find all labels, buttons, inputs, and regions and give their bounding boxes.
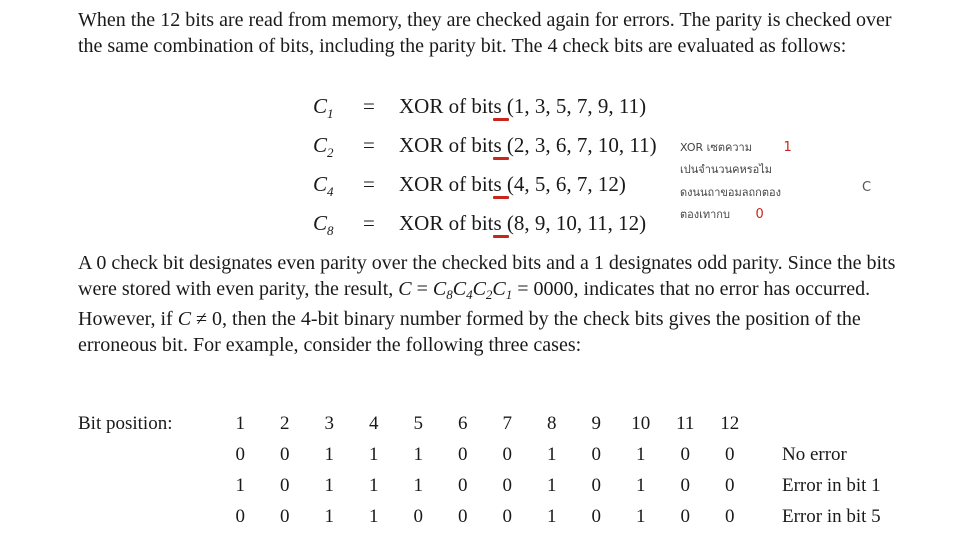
bit-value-cell: 0 <box>413 505 423 527</box>
bit-value-cell: 0 <box>235 443 245 465</box>
equation-rhs: XOR of bits (1, 3, 5, 7, 9, 11) <box>399 94 647 118</box>
bit-value-cell: 0 <box>725 474 735 496</box>
equation-c8 <box>313 211 646 239</box>
bit-value-cell: 0 <box>591 505 601 527</box>
equation-lhs: $C_4$ <box>313 172 334 200</box>
bit-value-cell: 0 <box>458 505 468 527</box>
red-underline-mark <box>493 196 509 199</box>
bit-value-cell: 1 <box>324 443 334 465</box>
bit-value-cell: 0 <box>725 443 735 465</box>
bit-position-cell: 6 <box>458 412 468 434</box>
red-underline-mark <box>493 235 509 238</box>
bit-position-table <box>78 408 932 532</box>
row-result: Error in bit 1 <box>782 474 881 496</box>
row-result: No error <box>782 443 847 465</box>
equation-rhs: XOR of bits (8, 9, 10, 11, 12) <box>399 211 647 235</box>
bit-value-cell: 1 <box>636 443 646 465</box>
bit-value-cell: 1 <box>235 474 245 496</box>
equation-rhs: XOR of bits (4, 5, 6, 7, 12) <box>399 172 626 196</box>
equals-sign: = <box>363 133 375 157</box>
annotation-value-1: 1 <box>783 140 792 155</box>
table-row <box>78 501 932 532</box>
equation-rhs: XOR of bits (2, 3, 6, 7, 10, 11) <box>399 133 657 157</box>
explanation-paragraph: A 0 check bit designates even parity over the checked bits and a 1 designates odd parity. Since the bits were stored with even parity, the result, $C = C_8C_4C_2C_1 = 0000$, indicates that no error has occurred. However, if C ≠ 0, then the 4-bit binary number formed by the check bits gives the position of the erroneous bit. For example, consider the following three cases: <box>78 252 896 356</box>
annotation-c: C <box>862 180 872 195</box>
bit-value-cell: 1 <box>324 474 334 496</box>
equation-c1 <box>313 94 646 122</box>
bit-value-cell: 0 <box>502 474 512 496</box>
red-underline-mark <box>493 157 509 160</box>
equals-sign: = <box>363 172 375 196</box>
annotation-line-4: ตองเทากบ 0 <box>680 207 764 222</box>
bit-value-cell: 0 <box>280 474 290 496</box>
bit-value-cell: 1 <box>324 505 334 527</box>
bit-value-cell: 1 <box>369 443 379 465</box>
bit-value-cell: 0 <box>591 474 601 496</box>
bit-position-cell: 8 <box>547 412 557 434</box>
table-row <box>78 470 932 501</box>
bit-position-label: Bit position: <box>78 412 173 434</box>
bit-value-cell: 1 <box>636 474 646 496</box>
bit-position-cell: 4 <box>369 412 379 434</box>
equals-sign: = <box>363 94 375 118</box>
annotation-value-4: 0 <box>755 207 764 222</box>
equation-c2 <box>313 133 657 161</box>
annotation-line-1: XOR เซตความ 1 <box>680 140 792 155</box>
bit-value-cell: 0 <box>591 443 601 465</box>
bit-position-cell: 5 <box>413 412 423 434</box>
bit-value-cell: 1 <box>547 474 557 496</box>
intro-paragraph: When the 12 bits are read from memory, they are checked again for errors. The parity is checked over the same combination of bits, including the parity bit. The 4 check bits are evaluated as follows: <box>78 9 892 57</box>
bit-value-cell: 1 <box>636 505 646 527</box>
bit-value-cell: 0 <box>680 443 690 465</box>
equation-lhs: $C_2$ <box>313 133 334 161</box>
bit-value-cell: 1 <box>413 474 423 496</box>
table-row <box>78 439 932 470</box>
bit-value-cell: 0 <box>280 443 290 465</box>
bit-value-cell: 0 <box>235 505 245 527</box>
bit-value-cell: 0 <box>458 443 468 465</box>
equation-lhs: $C_1$ <box>313 94 334 122</box>
bit-position-cell: 2 <box>280 412 290 434</box>
bit-value-cell: 0 <box>502 505 512 527</box>
row-result: Error in bit 5 <box>782 505 881 527</box>
bit-value-cell: 0 <box>280 505 290 527</box>
equation-lhs: $C_8$ <box>313 211 334 239</box>
bit-value-cell: 0 <box>725 505 735 527</box>
bit-value-cell: 0 <box>502 443 512 465</box>
bit-position-cell: 12 <box>720 412 740 434</box>
bit-position-cell: 3 <box>324 412 334 434</box>
bit-position-cell: 10 <box>631 412 651 434</box>
table-header-row <box>78 408 932 439</box>
bit-value-cell: 1 <box>369 505 379 527</box>
red-underline-mark <box>493 118 509 121</box>
bit-value-cell: 0 <box>680 505 690 527</box>
bit-position-cell: 9 <box>591 412 601 434</box>
bit-value-cell: 0 <box>458 474 468 496</box>
bit-value-cell: 1 <box>547 443 557 465</box>
annotation-line-3: ดงนนถาขอมลถกตอง <box>680 186 781 199</box>
bit-value-cell: 1 <box>547 505 557 527</box>
equals-sign: = <box>363 211 375 235</box>
bit-position-cell: 11 <box>676 412 695 434</box>
bit-value-cell: 1 <box>369 474 379 496</box>
bit-position-cell: 7 <box>502 412 512 434</box>
equation-c4 <box>313 172 626 200</box>
bit-position-cell: 1 <box>235 412 245 434</box>
bit-value-cell: 1 <box>413 443 423 465</box>
annotation-line-2: เปนจำนวนคหรอไม <box>680 163 773 176</box>
bit-value-cell: 0 <box>680 474 690 496</box>
